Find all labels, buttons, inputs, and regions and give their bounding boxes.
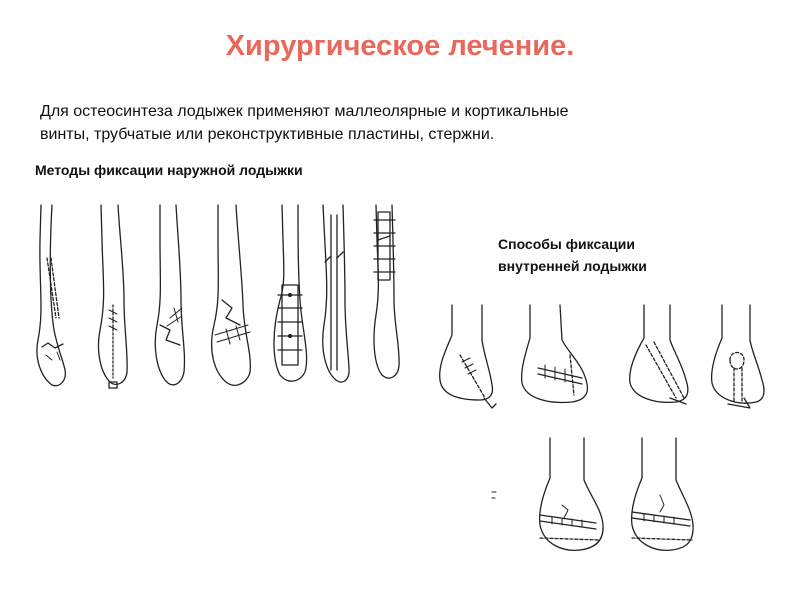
lateral-figure-3: [155, 205, 184, 385]
medial-figure-5: [540, 438, 603, 550]
margin-mark: [492, 492, 496, 498]
lateral-figure-4: [212, 205, 251, 385]
lateral-figure-2: [98, 205, 127, 388]
medial-heading-line-1: Способы фиксации: [498, 236, 636, 252]
lateral-figure-6: [323, 205, 349, 382]
lateral-malleolus-heading: Методы фиксации наружной лодыжки: [35, 162, 303, 178]
lateral-figure-7: [374, 205, 399, 378]
medial-figure-1: [440, 305, 496, 408]
lateral-figure-1: [37, 205, 65, 386]
medial-figure-3: [630, 305, 688, 404]
medial-heading-line-2: внутренней лодыжки: [498, 258, 647, 274]
medial-figure-4: [712, 305, 764, 408]
intro-line-2: винты, трубчатые или реконструктивные пластины, стержни.: [40, 126, 495, 143]
medial-figure-2: [522, 305, 588, 402]
intro-line-1: Для остеосинтеза лодыжек применяют маллеолярные и кортикальные: [40, 103, 569, 120]
lateral-figure-5: [274, 205, 307, 381]
slide-title: Хирургическое лечение.: [225, 30, 575, 62]
medial-figure-6: [632, 438, 693, 550]
